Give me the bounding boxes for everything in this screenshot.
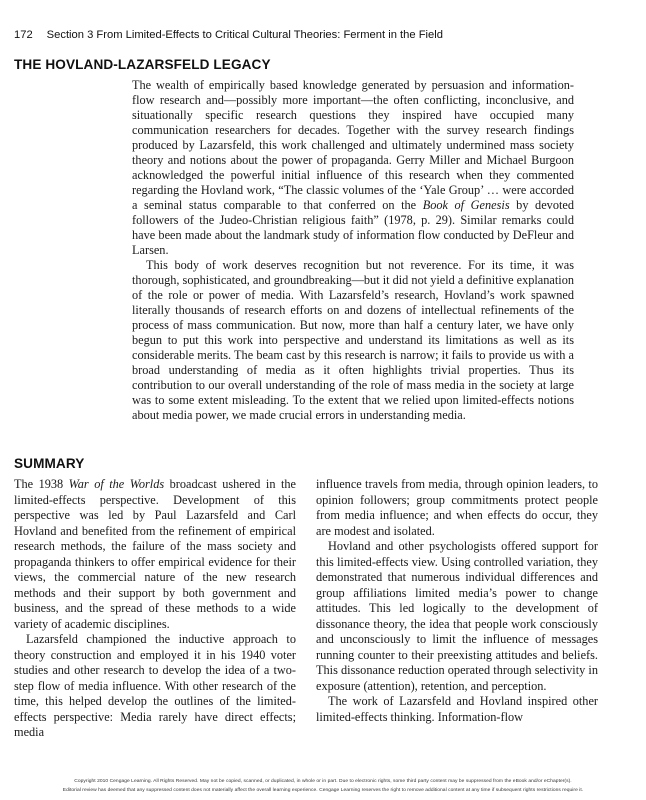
summary-right-paragraph-3: The work of Lazarsfeld and Hovland inspired other limited-effects thinking. Information-flow <box>316 694 598 724</box>
running-head <box>14 29 614 41</box>
legacy-body <box>132 78 574 423</box>
summary-left-paragraph-2: Lazarsfeld championed the inductive approach to theory construction and employed it in his 1940 voter studies and other research to develop the idea of a two-step flow of media influence. With other research of the time, this helped develop the outlines of the limited-effects perspective: Media rarely have direct effects; media <box>14 632 296 739</box>
section-heading-summary: SUMMARY <box>14 456 85 471</box>
summary-columns <box>14 477 598 741</box>
legacy-p1-text-b: by devoted followers of the Judeo-Christian religious faith” (1978, p. 29). Similar remarks could have been made about the landmark study of information flow conducted by DeFleur and Larsen. <box>132 198 574 258</box>
legacy-paragraph-2: This body of work deserves recognition but not reverence. For its time, it was thorough, sophisticated, and groundbreaking—but it did not yield a definitive explanation of the role or power of media. With Lazarsfeld’s research, Hovland’s work spawned literally thousands of research efforts on and dozens of intellectual refinements of the process of mass communication. But now, more than half a century later, we have only begun to put this work into perspective and understand its limitations as well as its considerable merits. The beam cast by this research is narrow; it fails to provide us with a broad understanding of media as it often highlights trivial properties. Thus its contribution to our overall understanding of the role of mass media in the society at large was to some extent misleading. To the extent that we relied upon limited-effects notions about media power, we made crucial errors in understanding media. <box>132 258 574 423</box>
summary-right-paragraph-2: Hovland and other psychologists offered support for this limited-effects view. Using controlled variation, they demonstrated that numerous individual differences and group affiliations limited media’s power to change attitudes. This led logically to the development of dissonance theory, the idea that people work consciously and unconsciously to limit the influence of messages running counter to their preexisting attitudes and beliefs. This dissonance reduction operated through selectivity in exposure (attention), retention, and perception. <box>316 539 598 693</box>
editorial-notice: Editorial review has deemed that any suppressed content does not materially affect the overall learning experience. Cengage Learning reserves the right to remove additional content at any time if subsequent rights restrictions require it. <box>62 788 584 793</box>
summary-left-paragraph-1 <box>14 477 296 632</box>
legacy-p1-italic-title: Book of Genesis <box>422 198 510 213</box>
copyright-notice: Copyright 2010 Cengage Learning. All Rights Reserved. May not be copied, scanned, or duplicated, in whole or in part. Due to electronic rights, some third party content may be suppressed from the eBook and/or eChapter(s). <box>74 779 572 784</box>
summary-p1-text-b: broadcast ushered in the limited-effects perspective. Development of this perspective was led by Paul Lazarsfeld and Carl Hovland and benefited from the refinement of empirical research methods, the failure of the mass society and propaganda thinkers to offer empirical evidence for their views, the commercial nature of the new research methods and their support by both government and business, and the spread of these methods to a wide variety of academic disciplines. <box>14 477 296 631</box>
page-number: 172 <box>14 29 33 41</box>
running-title: Section 3 From Limited-Effects to Critical Cultural Theories: Ferment in the Field <box>46 29 443 41</box>
summary-p1-italic-title: War of the Worlds <box>68 477 165 491</box>
legacy-p1-text-a: The wealth of empirically based knowledge generated by persuasion and information-flow research and—possibly more important—the often conflicting, inconclusive, and situationally specific research questions they inspired have occupied many communication researchers for decades. Together with the survey research findings produced by Lazarsfeld, this work challenged and ultimately undermined mass society theory and notions about the power of propaganda. Gerry Miller and Michael Burgoon acknowledged the powerful initial influence of this research when they commented regarding the Hovland work, “The classic volumes of the ‘Yale Group’ … were accorded a seminal status comparable to that conferred on the <box>132 78 574 213</box>
section-heading-legacy: THE HOVLAND-LAZARSFELD LEGACY <box>14 57 271 72</box>
summary-right-paragraph-1: influence travels from media, through opinion leaders, to opinion followers; group commitments protect people from media influence; and when effects do occur, they are modest and isolated. <box>316 477 598 538</box>
summary-right-column <box>316 477 598 741</box>
legacy-paragraph-1 <box>132 78 574 258</box>
summary-p1-text-a: The 1938 <box>14 477 69 491</box>
summary-left-column <box>14 477 296 741</box>
